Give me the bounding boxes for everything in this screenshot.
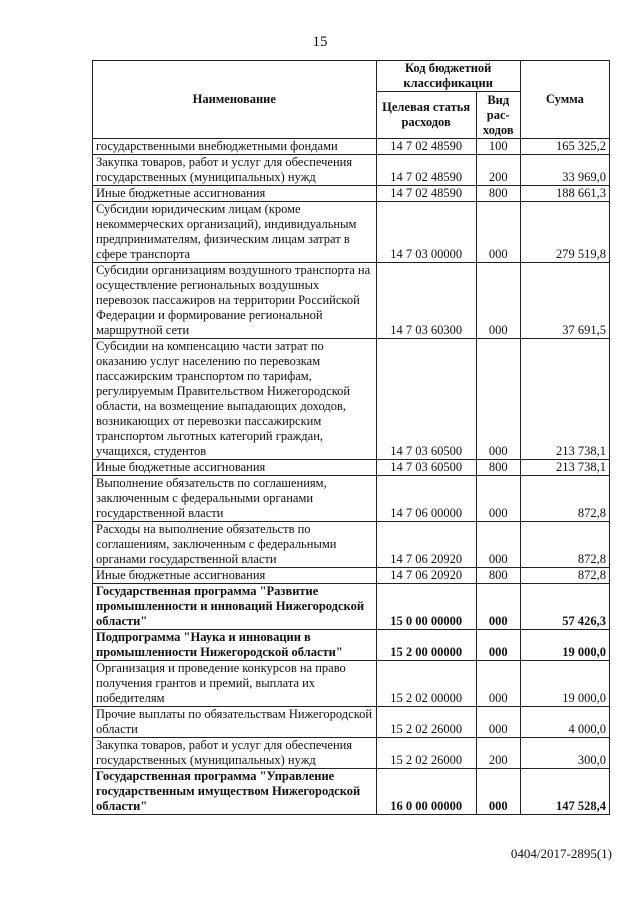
header-target-article: Целевая статья расходов [376,92,476,139]
table-row [93,769,610,815]
row-type-cell: 000 [476,707,520,738]
table-row [93,202,610,263]
row-name-cell: Иные бюджетные ассигнования [93,186,377,202]
row-type-cell: 000 [476,661,520,707]
row-type-cell: 000 [476,263,520,339]
row-sum-cell: 300,0 [520,738,609,769]
row-name-cell: Организация и проведение конкурсов на право получения грантов и премий, выплата их победителям [93,661,377,707]
row-code-cell: 14 7 02 48590 [376,139,476,155]
row-sum-cell: 37 691,5 [520,263,609,339]
row-type-cell: 000 [476,769,520,815]
page-number: 15 [312,34,328,50]
row-name-cell: Расходы на выполнение обязательств по соглашениям, заключенным с федеральными органами государственной власти [93,522,377,568]
row-name-cell: Государственная программа "Развитие промышленности и инноваций Нижегородской области" [93,584,377,630]
row-sum-cell: 19 000,0 [520,661,609,707]
row-name-cell: Субсидии организациям воздушного транспорта на осуществление региональных воздушных перевозок пассажиров на территории Российской Федерации и формирование региональной маршрутной сети [93,263,377,339]
row-name-cell: государственными внебюджетными фондами [93,139,377,155]
row-code-cell: 15 2 02 00000 [376,661,476,707]
row-name-cell: Субсидии на компенсацию части затрат по оказанию услуг населению по перевозкам пассажирским транспортом по тарифам, регулируемым Правительством Нижегородской области, на возмещение выпадающих доходов, возникающих от перевозки пассажирским транспортом льготных категорий граждан, учащихся, студентов [93,339,377,460]
table-row [93,584,610,630]
row-type-cell: 200 [476,738,520,769]
row-sum-cell: 872,8 [520,568,609,584]
row-type-cell: 200 [476,155,520,186]
budget-table [92,60,610,815]
row-sum-cell: 165 325,2 [520,139,609,155]
row-name-cell: Подпрограмма "Наука и инновации в промышленности Нижегородской области" [93,630,377,661]
row-code-cell: 14 7 06 20920 [376,568,476,584]
row-sum-cell: 213 738,1 [520,460,609,476]
row-type-cell: 000 [476,339,520,460]
row-sum-cell: 188 661,3 [520,186,609,202]
row-sum-cell: 213 738,1 [520,339,609,460]
table-row [93,263,610,339]
table-row [93,522,610,568]
row-type-cell: 000 [476,476,520,522]
document-code: 0404/2017-2895(1) [510,846,612,861]
table-row [93,630,610,661]
header-expense-type: Вид рас-ходов [476,92,520,139]
header-code-group: Код бюджетной классификации [376,61,520,92]
row-name-cell: Выполнение обязательств по соглашениям, заключенным с федеральными органами государственной власти [93,476,377,522]
row-code-cell: 14 7 02 48590 [376,155,476,186]
row-sum-cell: 33 969,0 [520,155,609,186]
row-code-cell: 14 7 03 60500 [376,339,476,460]
table-row [93,460,610,476]
table-row [93,186,610,202]
header-name: Наименование [93,61,377,139]
row-sum-cell: 147 528,4 [520,769,609,815]
row-type-cell: 800 [476,460,520,476]
table-row [93,339,610,460]
header-sum: Сумма [520,61,609,139]
row-name-cell: Иные бюджетные ассигнования [93,568,377,584]
table-row [93,155,610,186]
row-sum-cell: 872,8 [520,476,609,522]
row-sum-cell: 279 519,8 [520,202,609,263]
row-code-cell: 14 7 06 00000 [376,476,476,522]
row-type-cell: 100 [476,139,520,155]
row-type-cell: 800 [476,186,520,202]
row-sum-cell: 19 000,0 [520,630,609,661]
row-code-cell: 15 0 00 00000 [376,584,476,630]
table-header [93,61,610,139]
row-code-cell: 14 7 03 00000 [376,202,476,263]
row-type-cell: 000 [476,202,520,263]
row-code-cell: 15 2 02 26000 [376,707,476,738]
row-sum-cell: 4 000,0 [520,707,609,738]
row-code-cell: 14 7 03 60500 [376,460,476,476]
row-type-cell: 000 [476,630,520,661]
row-code-cell: 15 2 00 00000 [376,630,476,661]
row-name-cell: Государственная программа "Управление государственным имуществом Нижегородской области" [93,769,377,815]
table-row [93,568,610,584]
row-code-cell: 14 7 02 48590 [376,186,476,202]
table-row [93,476,610,522]
row-sum-cell: 57 426,3 [520,584,609,630]
row-code-cell: 14 7 06 20920 [376,522,476,568]
row-name-cell: Закупка товаров, работ и услуг для обеспечения государственных (муниципальных) нужд [93,738,377,769]
row-type-cell: 000 [476,522,520,568]
row-name-cell: Субсидии юридическим лицам (кроме некоммерческих организаций), индивидуальным предпринимателям, физическим лицам затрат в сфере транспорта [93,202,377,263]
table-row [93,738,610,769]
row-type-cell: 000 [476,584,520,630]
row-sum-cell: 872,8 [520,522,609,568]
table-body [93,139,610,815]
row-name-cell: Закупка товаров, работ и услуг для обеспечения государственных (муниципальных) нужд [93,155,377,186]
row-code-cell: 16 0 00 00000 [376,769,476,815]
table-row [93,139,610,155]
row-type-cell: 800 [476,568,520,584]
row-code-cell: 15 2 02 26000 [376,738,476,769]
row-code-cell: 14 7 03 60300 [376,263,476,339]
table-row [93,661,610,707]
row-name-cell: Прочие выплаты по обязательствам Нижегородской области [93,707,377,738]
row-name-cell: Иные бюджетные ассигнования [93,460,377,476]
table-row [93,707,610,738]
